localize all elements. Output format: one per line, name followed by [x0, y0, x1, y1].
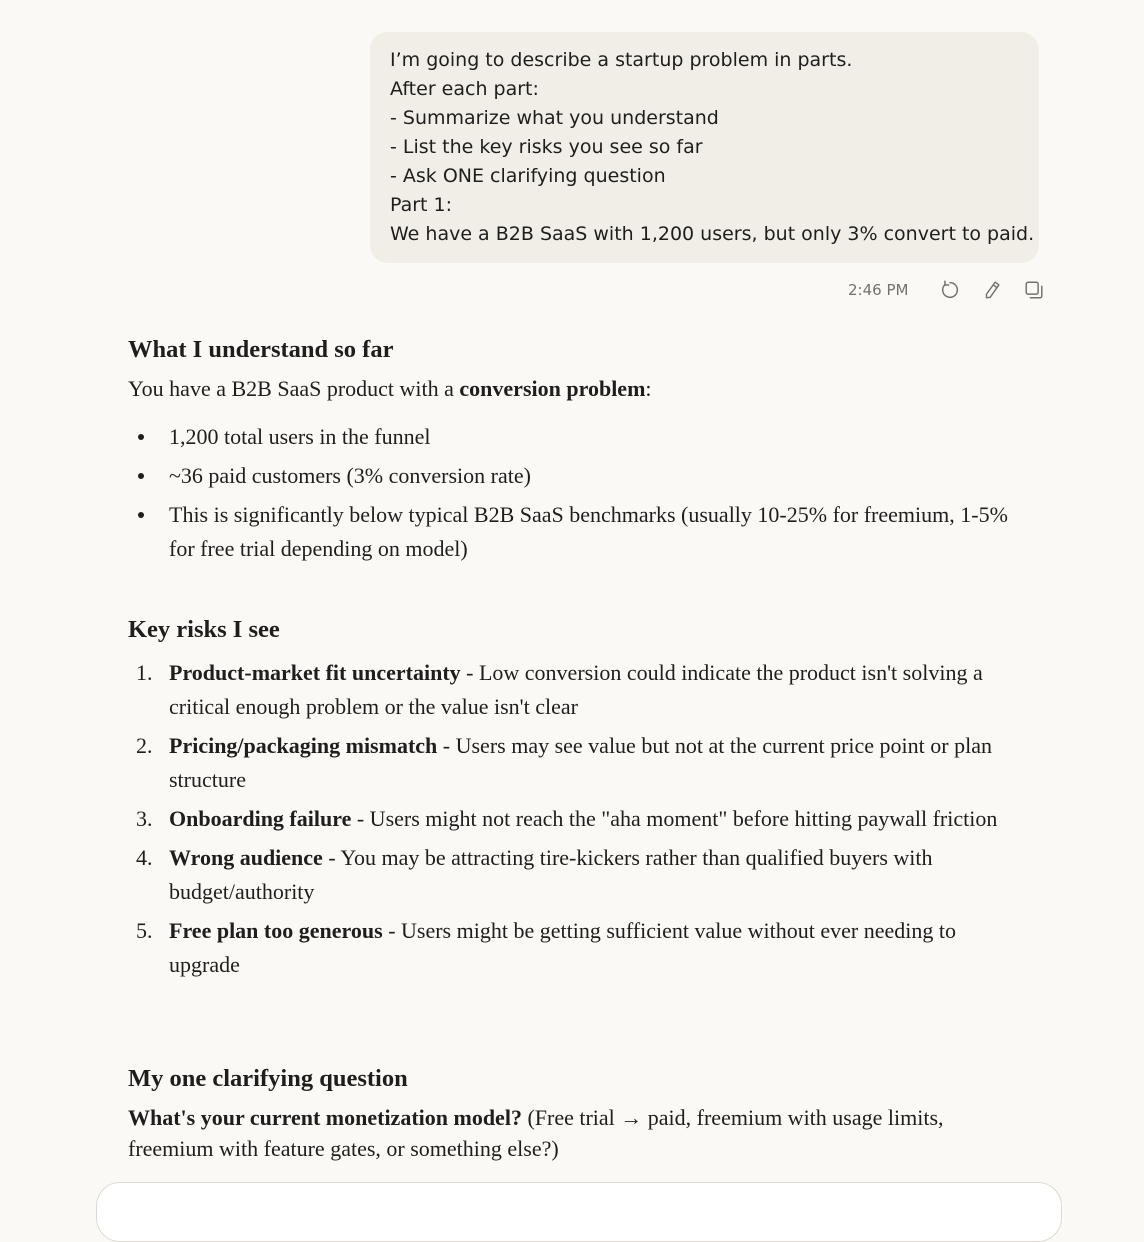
user-message-line: - List the key risks you see so far: [390, 136, 703, 158]
risk-item: [128, 729, 1008, 797]
risk-number: 4.: [136, 845, 153, 870]
retry-icon: [939, 279, 961, 301]
understand-summary: [128, 372, 652, 406]
risk-text: - Users might be getting sufficient value without ever needing to upgrade: [169, 918, 956, 977]
risk-text: - Users might not reach the "aha moment" before hitting paywall friction: [351, 806, 998, 831]
risk-item: [128, 802, 1008, 836]
user-message-line: - Summarize what you understand: [390, 107, 719, 129]
message-composer[interactable]: [96, 1182, 1062, 1242]
risks-heading: Key risks I see: [128, 616, 280, 643]
question-text: (Free trial → paid, freemium with usage limits, freemium with feature gates, or something else?): [128, 1105, 944, 1161]
risk-text: - Users may see value but not at the current price point or plan structure: [169, 733, 992, 792]
summary-bold: conversion problem: [459, 376, 646, 401]
user-message-line: After each part:: [390, 78, 539, 100]
message-timestamp: 2:46 PM: [848, 281, 909, 299]
user-message-line: We have a B2B SaaS with 1,200 users, but only 3% convert to paid.: [390, 223, 1035, 245]
risk-text: - You may be attracting tire-kickers rather than qualified buyers with budget/authority: [169, 845, 933, 904]
risk-number: 5.: [136, 918, 153, 943]
user-message-line: I’m going to describe a startup problem in parts.: [390, 49, 853, 71]
bullet-item: This is significantly below typical B2B SaaS benchmarks (usually 10-25% for freemium, 1-5% for free trial depending on model): [128, 498, 1008, 566]
summary-suffix: :: [645, 376, 652, 401]
bullet-item: 1,200 total users in the funnel: [128, 420, 1008, 454]
question-heading: My one clarifying question: [128, 1065, 408, 1092]
risk-title: Wrong audience: [169, 845, 323, 870]
understand-bullets: [128, 420, 1008, 571]
risk-number: 2.: [136, 733, 153, 758]
user-message-bubble: [370, 32, 1039, 263]
summary-prefix: You have a B2B SaaS product with a: [128, 376, 460, 401]
edit-button[interactable]: [978, 276, 1006, 304]
risk-title: Onboarding failure: [169, 806, 352, 831]
understand-heading: What I understand so far: [128, 336, 394, 363]
risks-list: [128, 656, 1008, 987]
risk-title: Free plan too generous: [169, 918, 383, 943]
risk-number: 3.: [136, 806, 153, 831]
risk-title: Pricing/packaging mismatch: [169, 733, 438, 758]
message-actions: [848, 276, 1048, 304]
risk-number: 1.: [136, 660, 153, 685]
copy-icon: [1023, 279, 1045, 301]
risk-item: [128, 841, 1008, 909]
risk-title: Product-market fit uncertainty: [169, 660, 461, 685]
clarifying-question: [128, 1102, 1008, 1164]
user-message-line: - Ask ONE clarifying question: [390, 165, 666, 187]
user-message-line: Part 1:: [390, 194, 453, 216]
copy-button[interactable]: [1020, 276, 1048, 304]
pencil-icon: [981, 279, 1003, 301]
retry-button[interactable]: [936, 276, 964, 304]
bullet-item: ~36 paid customers (3% conversion rate): [128, 459, 1008, 493]
risk-item: [128, 656, 1008, 724]
risk-text: - Low conversion could indicate the product isn't solving a critical enough problem or the value isn't clear: [169, 660, 983, 719]
risk-item: [128, 914, 1008, 982]
question-bold: What's your current monetization model?: [128, 1105, 522, 1130]
